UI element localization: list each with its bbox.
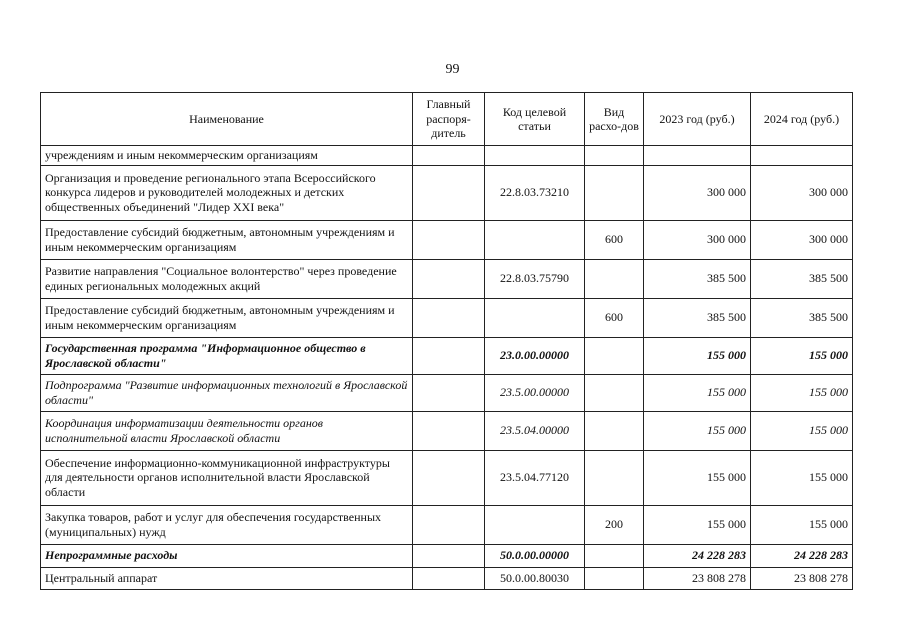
header-code: Код целевой статьи: [485, 93, 585, 146]
cell-2024: 155 000: [751, 374, 853, 411]
header-2023: 2023 год (руб.): [644, 93, 751, 146]
page-number: 99: [445, 62, 460, 77]
cell-code: 23.5.04.00000: [485, 411, 585, 450]
cell-name: Государственная программа "Информационное общество в Ярославской области": [41, 337, 413, 374]
cell-name: Подпрограмма "Развитие информационных технологий в Ярославской области": [41, 374, 413, 411]
cell-name: Координация информатизации деятельности органов исполнительной власти Ярославской области: [41, 411, 413, 450]
cell-2023: [644, 146, 751, 166]
cell-code: 23.5.00.00000: [485, 374, 585, 411]
cell-name: Непрограммные расходы: [41, 544, 413, 567]
cell-name: Центральный аппарат: [41, 567, 413, 589]
cell-manager: [413, 259, 485, 298]
cell-code: 22.8.03.73210: [485, 165, 585, 220]
table-row: [41, 374, 853, 411]
cell-kind: 600: [585, 298, 644, 337]
cell-kind: [585, 544, 644, 567]
cell-2023: 155 000: [644, 337, 751, 374]
cell-2024: 385 500: [751, 259, 853, 298]
table-row: [41, 146, 853, 166]
cell-2023: 385 500: [644, 298, 751, 337]
cell-2023: 300 000: [644, 165, 751, 220]
cell-name: Организация и проведение регионального этапа Всероссийского конкурса лидеров и руководителей молодежных и детских общественных объединений "Лидер XXI века": [41, 165, 413, 220]
header-name: Наименование: [41, 93, 413, 146]
cell-2024: 24 228 283: [751, 544, 853, 567]
cell-manager: [413, 411, 485, 450]
cell-2023: 155 000: [644, 450, 751, 505]
cell-name: Предоставление субсидий бюджетным, автономным учреждениям и иным некоммерческим организациям: [41, 298, 413, 337]
cell-manager: [413, 165, 485, 220]
cell-kind: [585, 374, 644, 411]
cell-2024: 155 000: [751, 337, 853, 374]
cell-code: 22.8.03.75790: [485, 259, 585, 298]
cell-2023: 155 000: [644, 505, 751, 544]
cell-kind: [585, 165, 644, 220]
cell-kind: 600: [585, 220, 644, 259]
budget-table: [40, 92, 853, 590]
cell-name: Развитие направления "Социальное волонтерство" через проведение единых региональных молодежных акций: [41, 259, 413, 298]
table-header: [41, 93, 853, 146]
table-row: [41, 259, 853, 298]
cell-2023: 24 228 283: [644, 544, 751, 567]
cell-kind: [585, 450, 644, 505]
cell-2023: 385 500: [644, 259, 751, 298]
cell-2023: 300 000: [644, 220, 751, 259]
table-row: [41, 505, 853, 544]
cell-kind: [585, 146, 644, 166]
table-row: [41, 337, 853, 374]
table-row: [41, 411, 853, 450]
cell-2024: 23 808 278: [751, 567, 853, 589]
header-2024: 2024 год (руб.): [751, 93, 853, 146]
cell-code: 50.0.00.00000: [485, 544, 585, 567]
cell-kind: [585, 411, 644, 450]
cell-manager: [413, 298, 485, 337]
cell-manager: [413, 337, 485, 374]
table-body: [41, 146, 853, 590]
header-manager: Главный распоря-дитель: [413, 93, 485, 146]
cell-2023: 155 000: [644, 374, 751, 411]
cell-manager: [413, 374, 485, 411]
header-kind: Вид расхо-дов: [585, 93, 644, 146]
cell-2024: 155 000: [751, 450, 853, 505]
cell-2024: 155 000: [751, 411, 853, 450]
cell-name: Обеспечение информационно-коммуникационной инфраструктуры для деятельности органов исполнительной власти Ярославской области: [41, 450, 413, 505]
table-row: [41, 567, 853, 589]
cell-manager: [413, 450, 485, 505]
cell-2024: 300 000: [751, 165, 853, 220]
cell-manager: [413, 220, 485, 259]
table-row: [41, 450, 853, 505]
cell-2024: 155 000: [751, 505, 853, 544]
cell-manager: [413, 567, 485, 589]
table-row: [41, 544, 853, 567]
cell-code: [485, 146, 585, 166]
cell-code: 23.0.00.00000: [485, 337, 585, 374]
table-row: [41, 298, 853, 337]
cell-kind: [585, 337, 644, 374]
cell-code: [485, 505, 585, 544]
cell-manager: [413, 505, 485, 544]
cell-kind: [585, 567, 644, 589]
cell-2024: 385 500: [751, 298, 853, 337]
cell-2023: 23 808 278: [644, 567, 751, 589]
cell-code: [485, 298, 585, 337]
cell-name: Предоставление субсидий бюджетным, автономным учреждениям и иным некоммерческим организациям: [41, 220, 413, 259]
cell-name: Закупка товаров, работ и услуг для обеспечения государственных (муниципальных) нужд: [41, 505, 413, 544]
cell-2024: 300 000: [751, 220, 853, 259]
cell-kind: 200: [585, 505, 644, 544]
table-row: [41, 220, 853, 259]
cell-kind: [585, 259, 644, 298]
cell-manager: [413, 544, 485, 567]
cell-2023: 155 000: [644, 411, 751, 450]
cell-2024: [751, 146, 853, 166]
cell-code: 50.0.00.80030: [485, 567, 585, 589]
table-row: [41, 165, 853, 220]
cell-code: [485, 220, 585, 259]
cell-manager: [413, 146, 485, 166]
header-row: [41, 93, 853, 146]
cell-code: 23.5.04.77120: [485, 450, 585, 505]
cell-name: учреждениям и иным некоммерческим организациям: [41, 146, 413, 166]
